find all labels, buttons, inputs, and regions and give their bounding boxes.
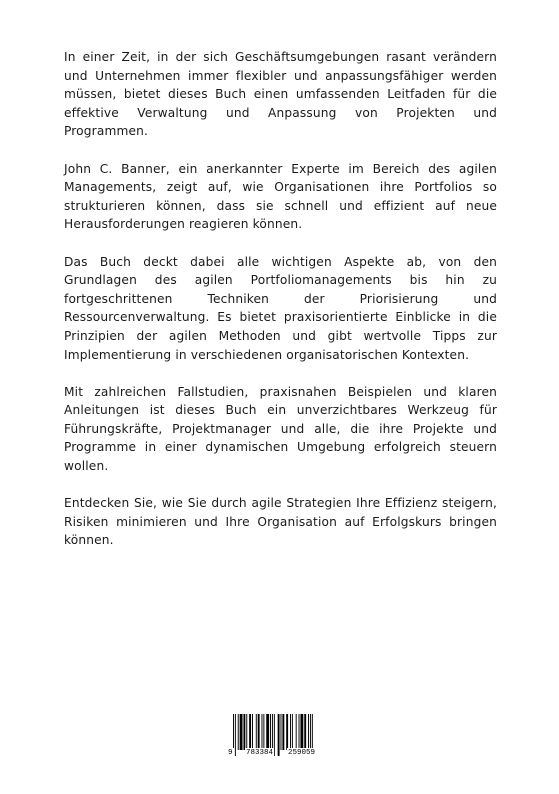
barcode-bar — [240, 714, 243, 750]
barcode-bar — [270, 714, 271, 750]
blurb-paragraph-2: John C. Banner, ein anerkannter Experte im Bereich des agilen Managements, zeigt auf, wie Organisationen ihre Portfolios so strukturieren können, dass sie schnell und effizient auf neue Herausforderungen reagieren können. — [64, 161, 497, 232]
barcode-bar — [308, 714, 309, 750]
barcode-group-right: 259059 — [288, 749, 316, 757]
barcode-bar — [262, 714, 263, 750]
barcode-bar — [263, 714, 264, 750]
blurb-paragraph-4: Mit zahlreichen Fallstudien, praxisnahen Beispielen und klaren Anleitungen ist dieses Buch ein unverzichtbares Werkzeug für Führungskräfte, Projektmanager und alle, die ihre Projekte und Programme in einer dynamischen Umgebung erfolgreich steuern wollen. — [64, 384, 497, 474]
barcode-bar — [252, 714, 253, 750]
isbn-barcode — [227, 714, 331, 764]
barcode-bar — [286, 714, 288, 750]
barcode-bar — [299, 714, 300, 750]
barcode-bar — [281, 714, 282, 750]
barcode-bar — [304, 714, 306, 750]
barcode-bar — [256, 714, 257, 750]
barcode-number — [227, 748, 331, 760]
barcode-bar — [238, 714, 239, 750]
barcode-bar — [310, 714, 311, 750]
barcode-bar — [258, 714, 260, 750]
barcode-prefix-digit: 9 — [228, 749, 233, 757]
barcode-group-left: 783384 — [246, 749, 274, 757]
barcode-bar — [246, 714, 247, 750]
barcode-bar — [292, 714, 293, 750]
barcode-bar — [243, 714, 245, 750]
blurb-paragraph-3: Das Buch deckt dabei alle wichtigen Aspekte ab, von den Grundlagen des agilen Portfoliomanagements bis hin zu fortgeschrittenen Techniken der Priorisierung und Ressourcenverwaltung. Es bietet praxisorientierte Einblicke in die Prinzipien der agilen Methoden und gibt wertvolle Tipps zur Implementierung in verschiedenen organisatorischen Kontexten. — [64, 254, 497, 362]
barcode-bar — [296, 714, 297, 750]
barcode-bar — [290, 714, 291, 750]
barcode-bar — [249, 714, 251, 750]
barcode-bar — [300, 714, 303, 750]
blurb-paragraph-5: Entdecken Sie, wie Sie durch agile Strategien Ihre Effizienz steigern, Risiken minimieren und Ihre Organisation auf Erfolgskurs bringen können. — [64, 496, 497, 548]
barcode-bar — [266, 714, 269, 750]
barcode-bar — [282, 714, 284, 750]
blurb-text — [64, 48, 497, 569]
blurb-paragraph-1: In einer Zeit, in der sich Geschäftsumgebungen rasant verändern und Unternehmen immer flexibler und anpassungsfähiger werden müssen, bietet dieses Buch einen umfassenden Leitfaden für die effektive Verwaltung und Anpassung von Projekten und Programmen. — [64, 50, 497, 139]
